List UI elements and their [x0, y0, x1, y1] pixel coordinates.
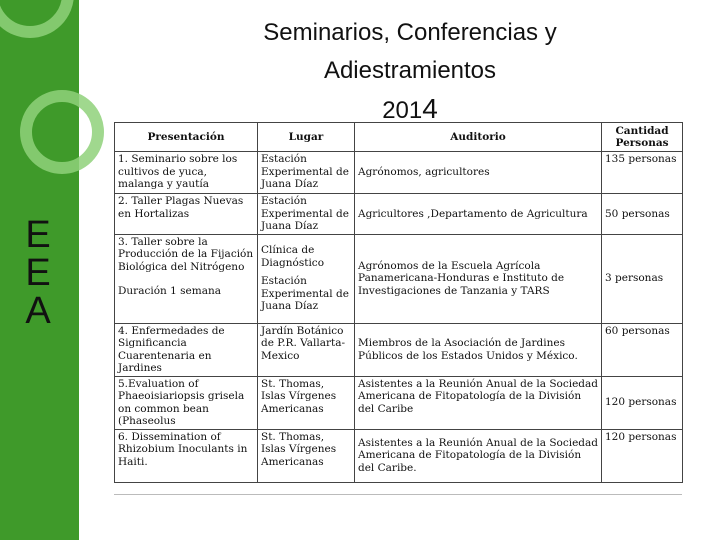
- title-year-end: 4: [422, 93, 438, 124]
- cell-presentacion: 1. Seminario sobre los cultivos de yuca, malanga y yautía: [115, 152, 258, 194]
- cell-lugar: Jardín Botánico de P.R. Vallarta-Mexico: [258, 323, 355, 376]
- cell-cantidad: 120 personas: [602, 429, 683, 482]
- page-title: [190, 14, 630, 130]
- cell-lugar-extra: Estación Experimental de Juana Díaz: [261, 275, 349, 313]
- cell-auditorio: Agricultores ,Departamento de Agricultura: [355, 194, 602, 235]
- cell-presentacion-main: 3. Taller sobre la Producción de la Fijación Biológica del Nitrógeno: [118, 235, 254, 273]
- cell-presentacion: 4. Enfermedades de Significancia Cuarentenaria en Jardines: [115, 323, 258, 376]
- cell-cantidad: 50 personas: [602, 194, 683, 235]
- cell-auditorio: Agrónomos, agricultores: [355, 152, 602, 194]
- cell-lugar: St. Thomas, Islas Vírgenes Americanas: [258, 429, 355, 482]
- side-letter: E: [25, 252, 51, 294]
- cell-lugar-main: Clínica de Diagnóstico: [261, 244, 325, 269]
- table-row: [115, 429, 683, 482]
- cell-presentacion: 2. Taller Plagas Nuevas en Hortalizas: [115, 194, 258, 235]
- header-presentacion: Presentación: [115, 123, 258, 152]
- table-row: [115, 234, 683, 323]
- cell-presentacion: 6. Dissemination of Rhizobium Inoculants in Haiti.: [115, 429, 258, 482]
- cell-lugar: Estación Experimental de Juana Díaz: [258, 194, 355, 235]
- seminars-table: [114, 122, 683, 483]
- cell-cantidad: 60 personas: [602, 323, 683, 376]
- table-row: [115, 323, 683, 376]
- title-line-2: Adiestramientos: [323, 57, 497, 84]
- cell-auditorio: Asistentes a la Reunión Anual de la Sociedad Americana de Fitopatología de la División del Caribe: [355, 376, 602, 429]
- header-auditorio: Auditorio: [355, 123, 602, 152]
- decorative-circles-icon: [0, 0, 110, 200]
- table-row: [115, 152, 683, 194]
- side-letter: A: [25, 290, 51, 332]
- cell-cantidad: 120 personas: [602, 376, 683, 429]
- cell-presentacion: [115, 234, 258, 323]
- side-letter: E: [25, 214, 51, 256]
- cell-presentacion-extra: Duración 1 semana: [118, 285, 221, 297]
- cell-presentacion: 5.Evaluation of Phaeoisiariopsis grisela on common bean (Phaseolus: [115, 376, 258, 429]
- title-year-start: 201: [382, 97, 423, 124]
- header-lugar: Lugar: [258, 123, 355, 152]
- side-letters: [18, 216, 58, 330]
- cell-lugar: Estación Experimental de Juana Díaz: [258, 152, 355, 194]
- table-header-row: [115, 123, 683, 152]
- cell-auditorio: Agrónomos de la Escuela Agrícola Panamericana-Honduras e Instituto de Investigaciones de Tanzania y TARS: [355, 234, 602, 323]
- cell-lugar: [258, 234, 355, 323]
- table-row: [115, 376, 683, 429]
- cell-auditorio: Asistentes a la Reunión Anual de la Sociedad Americana de Fitopatología de la División del Caribe.: [355, 429, 602, 482]
- table-row: [115, 194, 683, 235]
- cell-lugar: St. Thomas, Islas Vírgenes Americanas: [258, 376, 355, 429]
- header-cantidad: Cantidad Personas: [602, 123, 683, 152]
- table-frame-bottom: [114, 486, 682, 495]
- title-line-1: Seminarios, Conferencias y: [263, 19, 557, 46]
- cell-cantidad: 3 personas: [602, 234, 683, 323]
- cell-auditorio: Miembros de la Asociación de Jardines Públicos de los Estados Unidos y México.: [355, 323, 602, 376]
- cell-cantidad: 135 personas: [602, 152, 683, 194]
